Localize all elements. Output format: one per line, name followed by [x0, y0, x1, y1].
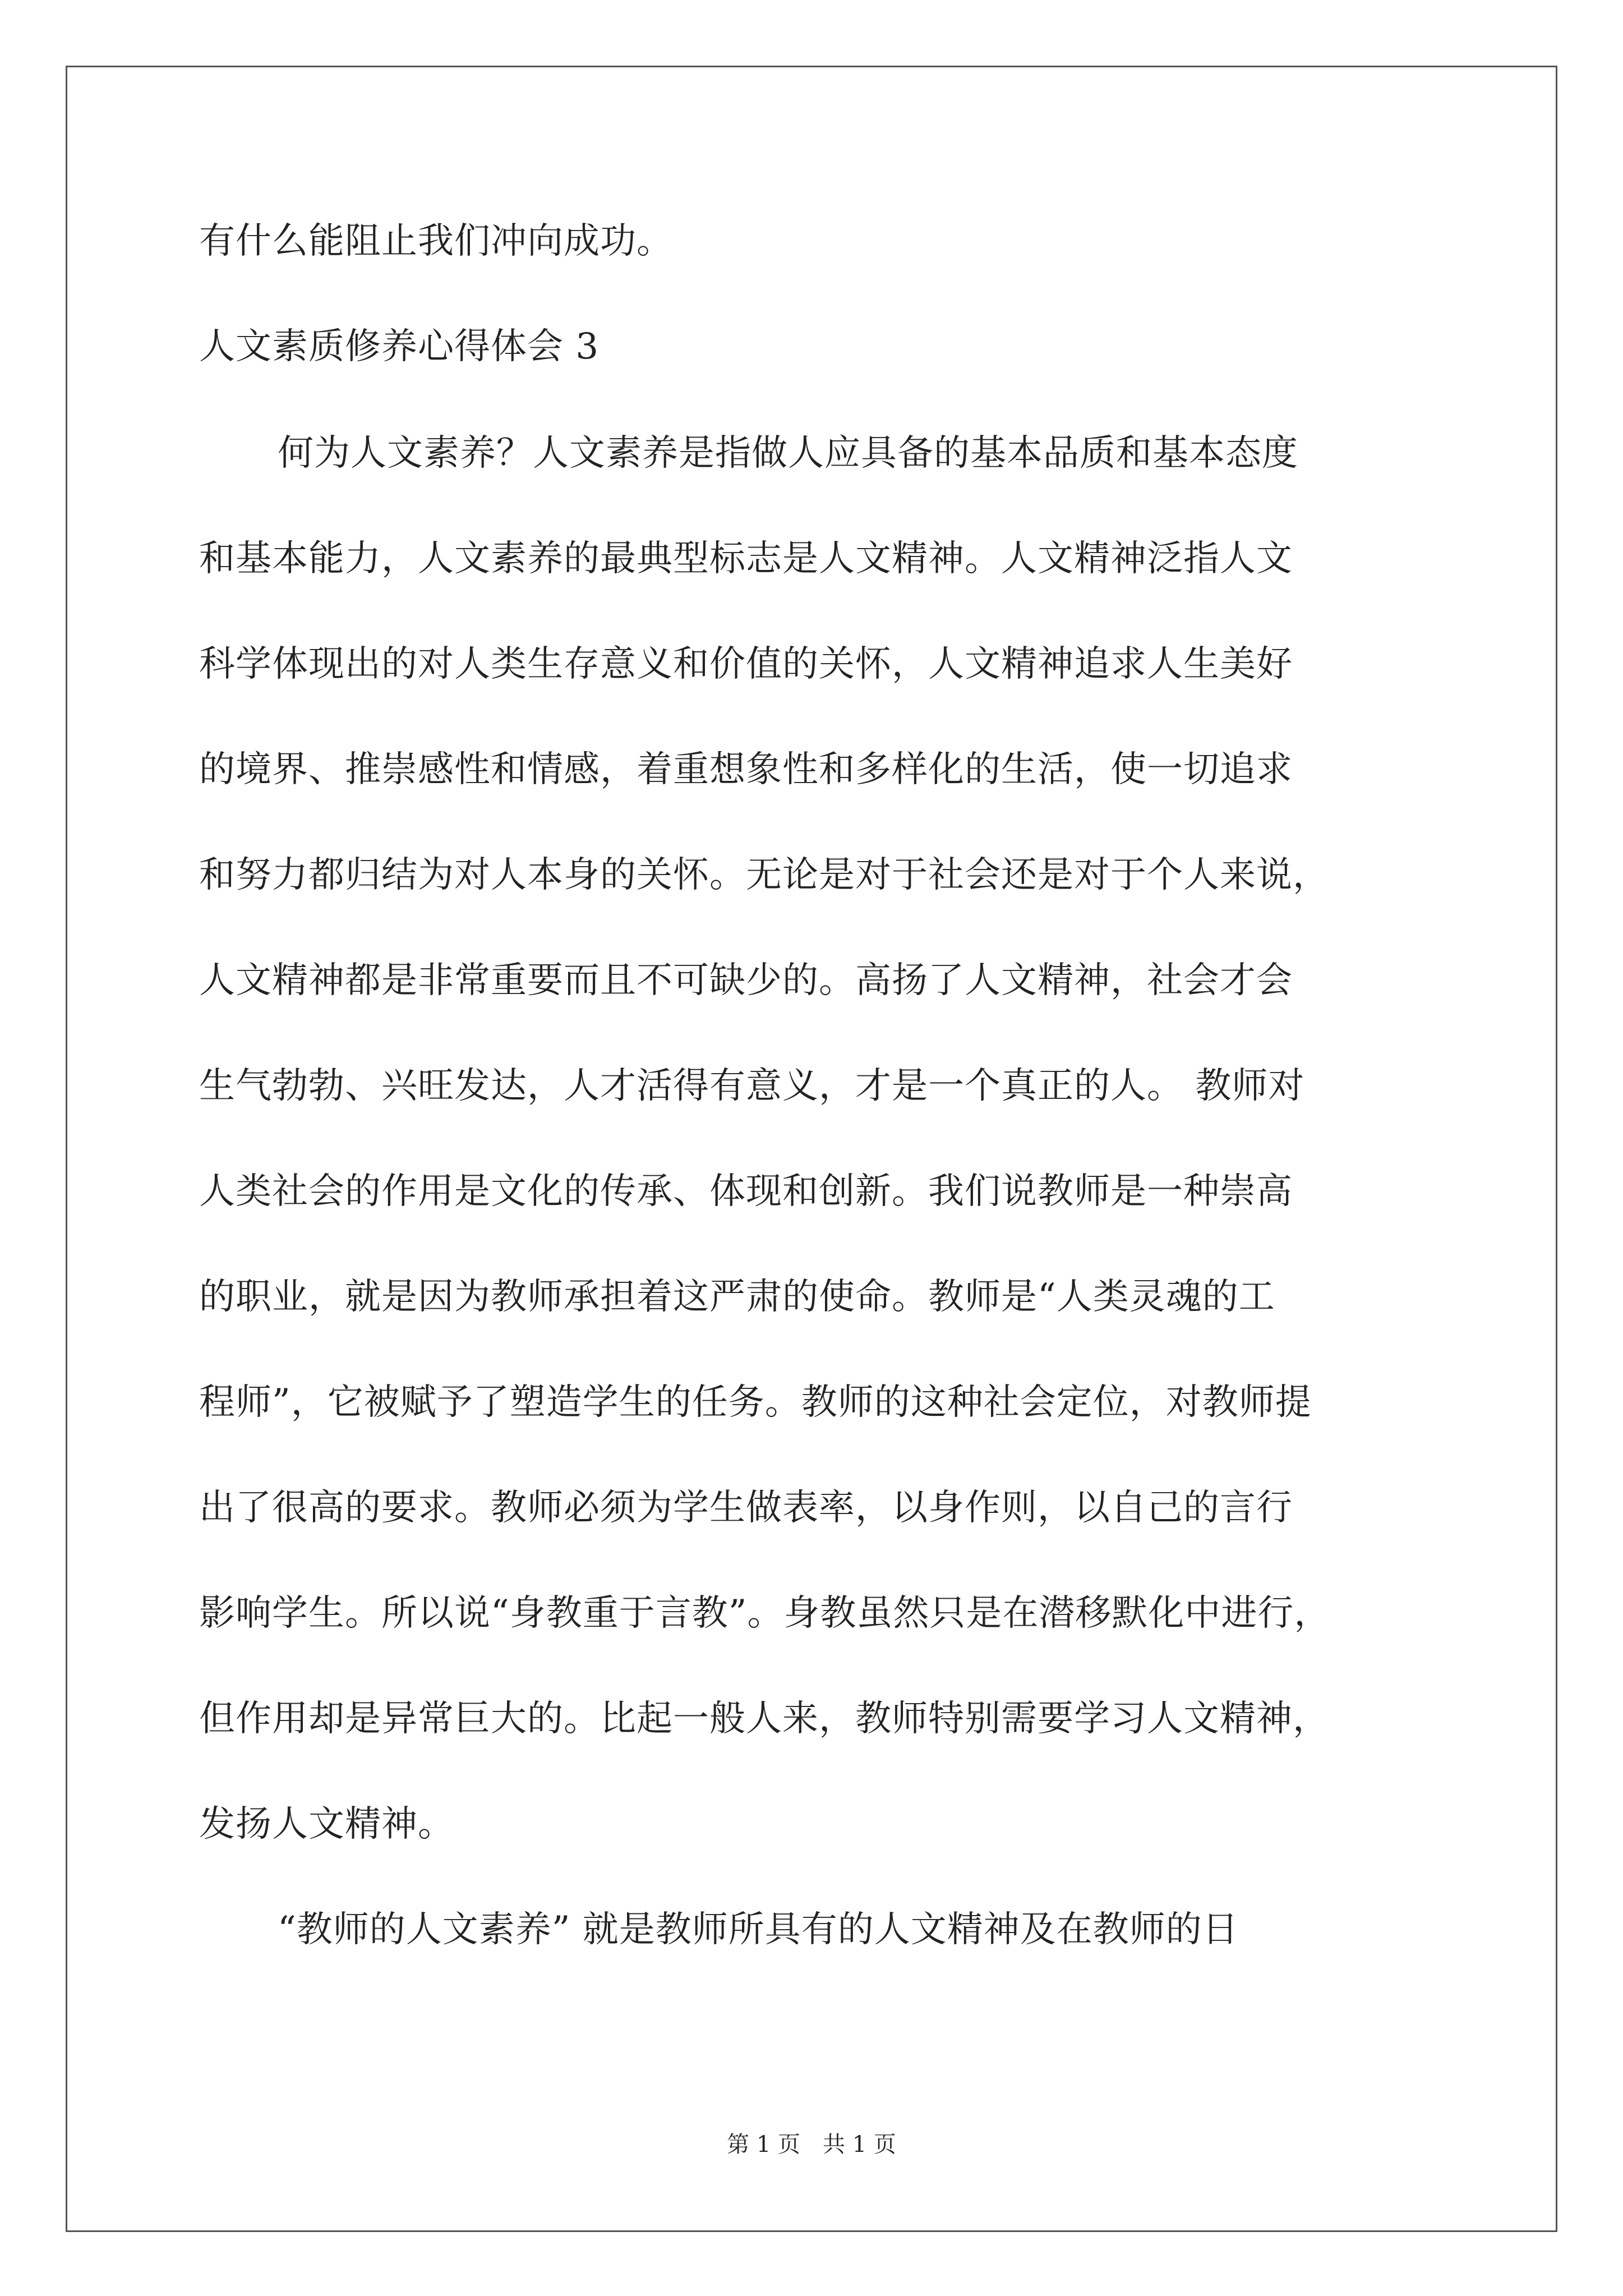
text-line: 的职业，就是因为教师承担着这严肃的使命。教师是“人类灵魂的工 — [199, 1276, 1275, 1318]
text-line: 何为人文素养？人文素养是指做人应具备的基本品质和基本态度 — [278, 432, 1298, 474]
text-line: 影响学生。所以说“身教重于言教”。身教虽然只是在潜移默化中进行， — [199, 1593, 1331, 1634]
text-line: 出了很高的要求。教师必须为学生做表率，以身作则，以自己的言行 — [199, 1487, 1293, 1529]
text-line: 人文精神都是非常重要而且不可缺少的。高扬了人文精神，社会才会 — [199, 960, 1293, 1001]
section-heading: 人文素质修养心得体会 3 — [199, 326, 600, 367]
text-line: 和努力都归结为对人本身的关怀。无论是对于社会还是对于个人来说， — [199, 854, 1329, 896]
text-line: 生气勃勃、兴旺发达，人才活得有意义，才是一个真正的人。 教师对 — [199, 1065, 1305, 1107]
text-line: 但作用却是异常巨大的。比起一般人来，教师特别需要学习人文精神， — [199, 1698, 1329, 1740]
text-line: 科学体现出的对人类生存意义和价值的关怀，人文精神追求人生美好 — [199, 643, 1293, 685]
text-line: 发扬人文精神。 — [199, 1803, 454, 1845]
text-line: 有什么能阻止我们冲向成功。 — [199, 220, 673, 262]
text-line: 人类社会的作用是文化的传承、体现和创新。我们说教师是一种崇高 — [199, 1171, 1293, 1212]
text-line: 的境界、推崇感性和情感，着重想象性和多样化的生活，使一切追求 — [199, 749, 1293, 790]
text-line: 和基本能力，人文素养的最典型标志是人文精神。人文精神泛指人文 — [199, 538, 1293, 579]
text-line: “教师的人文素养” 就是教师所具有的人文精神及在教师的日 — [278, 1909, 1239, 1950]
text-line: 程师”，它被赋予了塑造学生的任务。教师的这种社会定位，对教师提 — [199, 1382, 1312, 1423]
page-footer: 第 1 页 共 1 页 — [727, 2132, 896, 2157]
